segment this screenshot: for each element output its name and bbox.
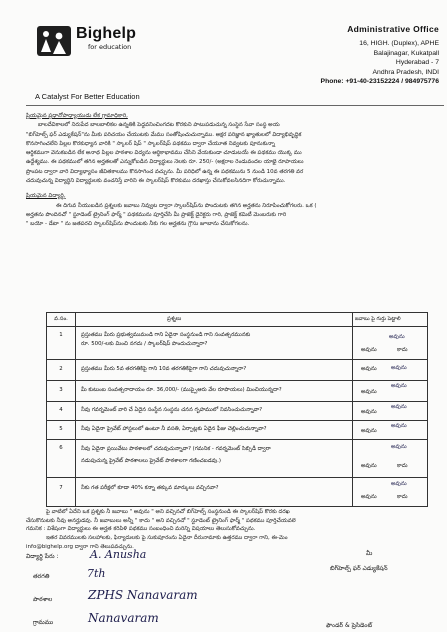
handwritten-answer: అవును	[391, 383, 407, 389]
table-row	[47, 477, 427, 506]
row-number: 3	[59, 387, 63, 393]
no-option: కాదు	[397, 494, 408, 500]
yes-option: అవును	[361, 463, 377, 469]
student-name-value: A. Anusha	[90, 548, 147, 561]
handwritten-answer: అవును	[389, 334, 405, 340]
question-line: నీవు ఏదైనా ప్రయివేటు పాఠశాలలో చదువుచున్నావా? (గమనిక - గవర్నమెంట్ సిబ్సిడీ ద్వారా	[81, 446, 271, 452]
class-label: తరగతి	[33, 573, 50, 580]
row-number: 1	[59, 332, 63, 338]
handwritten-answer: అవును	[391, 444, 407, 450]
salutation-headmaster: ప్రియమైన ప్రధానోపాధ్యాయుడు లేక గ్రామాధికారి,	[26, 113, 128, 119]
salutation-student: ప్రియమైన విద్యార్థి,	[26, 193, 66, 200]
yes-option: అవును	[361, 494, 377, 500]
yes-option: అవును	[361, 389, 377, 395]
question-text: నీకు గత పరీక్షలో కూడా 40% కన్నా తక్కువ మార్కులు వచ్చినవా?	[81, 485, 219, 491]
footer-line: ఇతర వివరములకు సలహాలకు, ఫిర్యాదులకు పై సుకుపూరంను ఏదైనా దీరునామాకు ఉత్తరము ద్వారా గాని, ఈ-మెం	[46, 535, 288, 542]
body-line: ప్రొంపట ద్వారా వారి విద్యాభ్యాసం జీవితకాలము కొనసాగించ వచ్చును. మీ పరిధిలో ఉన్న ఈ పథకమును 5 నుండి 10వ తరగతి వర	[26, 168, 304, 175]
tagline: A Catalyst For Better Education	[35, 92, 140, 101]
student-name-label: విద్యార్థి పేరు :	[26, 553, 59, 560]
phone-line: Phone: +91-40-23152224 / 984975776	[320, 78, 439, 86]
footer-line: చేసుకొనుటకు నీవు అనర్హుడవు. నీ జవాబులు అన్నీ " కాదు " అని వచ్చినచో " స్టూడెంట్ ట్రైనింగ్ ఫార్మ్ " పథకము పూర్తిచేయవలె	[26, 517, 296, 524]
signoff-yours: మీ	[366, 550, 373, 557]
office-title: Administrative Office	[347, 24, 439, 34]
body-line: ఈ దిగువ నీయుబడిన ప్రశ్నలకు జవాబు నివ్వుట ద్వారా స్కాలర్‌షిప్‌ను పొందుటకు తగిన అర్హతను నిరూపించుకోగలరు. ఒక (	[56, 202, 317, 209]
bighelp-logo	[37, 26, 71, 56]
body-line: ఆర్థికముగా వెనుకబడిన లేక అనాథ పిల్లల పాఠశాల విద్యను ఆర్థికాభావము చేసిని వేయకుండా చూడుటయే ఈ పథకము యొక్క ము	[26, 150, 302, 157]
no-option: కాదు	[397, 347, 408, 353]
brand-subtitle: for education	[88, 43, 132, 51]
no-option: కాదు	[397, 463, 408, 469]
brand-name: Bighelp	[76, 25, 137, 42]
body-line: ఉద్దేశ్యము. ఈ పథకములో తగిన అర్హతలతో ఎన్నుకోబడిన విద్యార్థులు నెలకు రూ. 250/- (అక్షరాల రెండువందల యాభై రూపాయలు	[26, 159, 304, 166]
body-line: చదువుచున్న విద్యార్థిని విద్యార్థులకు వంచనిస్తే వారిని ఈ స్కాలర్‌షిప్ కొరకుము దరఖాస్తు చేసుకోవలసినదిగా కోరుచున్నాము.	[26, 178, 286, 185]
address-line: 16, HIGH. (Duplex), APHE	[359, 40, 439, 47]
table-row	[47, 439, 427, 478]
header-num: వ.సం.	[54, 316, 68, 322]
row-number: 6	[59, 445, 63, 451]
office-address	[321, 24, 439, 87]
footer-line: గమనిక : విశేషంగా విద్యార్థులు ఈ అర్హత కరిపిళి పథకము సంబంధించి మరిన్ని విషయాలు తెలుసుకోవచ్చును.	[26, 526, 256, 533]
address-line: Balajinagar, Kukatpall	[373, 49, 439, 57]
school-value: ZPHS Nanavaram	[88, 588, 198, 602]
village-label: గ్రామము	[33, 619, 54, 626]
question-text	[81, 445, 351, 465]
question-text: నీవు గవర్నమెంట్ వారి చే ఏదైన సంస్థేన సంస్థను చనన గృహములో నివసించుచున్నావా?	[81, 407, 263, 413]
address-line: Andhra Pradesh, INDI	[372, 68, 439, 76]
letter-body	[26, 112, 444, 230]
row-number: 5	[59, 426, 63, 432]
signoff-title: ఫౌండర్ & ప్రెసిడెంట్	[326, 622, 373, 629]
village-value: Nanavaram	[88, 611, 159, 625]
yes-option: అవును	[361, 409, 377, 415]
yes-option: అవును	[361, 366, 377, 372]
eligibility-table	[46, 312, 428, 507]
address-line: Hyderabad - 7	[395, 59, 439, 67]
footer-line: info@bighelp.org ద్వారా గాని తెలుపవచ్చును.	[26, 543, 134, 550]
yes-option: అవును	[361, 347, 377, 353]
question-text: మీ కుటుంబ సంవత్సరాదాయం రూ. 36,000/- (ముప్పైఆరు వేల రూపాయలు) మించియున్నదా?	[81, 387, 282, 393]
table-row	[47, 326, 427, 360]
table-row	[47, 380, 427, 402]
table-header	[47, 313, 427, 326]
header-question: ప్రశ్నలు	[167, 316, 182, 322]
row-number: 2	[59, 366, 63, 372]
footer-line: పై వాటిలో ఏదేని ఒక ప్రశ్నకు నీ జవాబు " అవును " అని వచ్చినచో బిగ్‌హెల్ప్ సంస్థనుండి ఈ స్కాలర్‌షిప్ కొరకు దరఖ	[46, 509, 290, 515]
signoff-org: బిగ్‌హెల్ప్ ఫర్ ఎడ్యుకేషన్	[330, 565, 388, 572]
handwritten-answer: అవును	[391, 481, 407, 487]
question-text	[81, 331, 351, 348]
row-number: 7	[59, 485, 63, 491]
table-row	[47, 401, 427, 421]
footer-notes	[26, 508, 444, 552]
question-line: ప్రస్తుతము మీరు ప్రభుత్వముమండి గాని ఏదైనా సంస్థనుండి గాని సంవత్సరమునకు	[81, 332, 251, 338]
header-answer: జవాబు పై గుర్తు పెట్టాలి	[355, 316, 401, 322]
table-row	[47, 420, 427, 440]
table-row	[47, 359, 427, 381]
row-number: 4	[59, 407, 63, 413]
yes-option: అవును	[361, 428, 377, 434]
question-line: నడుపుచున్న ప్రైవేట్ పాఠశాలలు ప్రైవేట్ పాఠశాలగా గణించబడవు.)	[81, 457, 221, 464]
body-line: " బయో - డేటా " ను జతపరచి స్కాలర్‌షిప్‌ను పొందుటకు నీకు గల అర్హతను గ్రౌసు జూబాను చేసుకోగలను.	[26, 221, 250, 228]
handwritten-answer: అవును	[391, 365, 407, 371]
question-line: రూ. 500/-లకు మించి నగదు / స్కాలర్‌షిప్ పొందుచున్నారా?	[81, 340, 208, 347]
handwritten-answer: అవును	[391, 404, 407, 410]
body-line: బాలదేవికాలలో నిరుపేద బాలబాలికల ఉన్నతికి పెద్దవనించింగదట కొరకుని పాటుపడుచున్న సంస్థెన సేవా సంస్థ అయ	[38, 122, 280, 129]
handwritten-answer: అవును	[391, 423, 407, 429]
header-divider	[26, 105, 444, 106]
body-line: "బిగ్‌హెల్ప్ ఫర్ ఎడ్యుకేషన్"ను మీకు పరిచయం చేయుటకు మేము సంతోషించుచున్నాము. అక్షర పరిజ్ఞాన ఖ్యాతులలో విద్యాభివృద్ధిక	[26, 131, 302, 138]
body-line: అర్హతను పొందినచో " స్టూడెంట్ ట్రైనింగ్ ఫార్మ్ " పథకమును పూర్తిచేసి మీ ప్రాజెక్ట్ డైరెక్టరు గారి, ప్రాజెక్ట్ కమిటీ మెంబరుకు గారి	[26, 211, 287, 218]
body-line: కొనసాగించలేని పిల్లల కొరకుధ్యాన వారికి " స్కాలర్ షిప్ " స్కాలర్‌షిప్ పథకము ద్వారా చేయూత నివ్వటకు పూనుకున్నా	[26, 140, 276, 147]
school-label: పాఠశాల	[33, 596, 53, 603]
question-text: నీవు ఏదైనా ప్రైవేట్ హాస్టలులో ఉంటూ నీ వసతి, ఏర్పాట్లకు ఏదైన ఫీజు చెల్లించుచున్నావా?	[81, 426, 267, 432]
class-value: 7th	[87, 567, 106, 580]
question-text: ప్రస్తుతము మీరు 5వ తరగతికిపై గాని 10వ తరగతికిపైగా గాని చదువుచున్నారా?	[81, 366, 247, 372]
